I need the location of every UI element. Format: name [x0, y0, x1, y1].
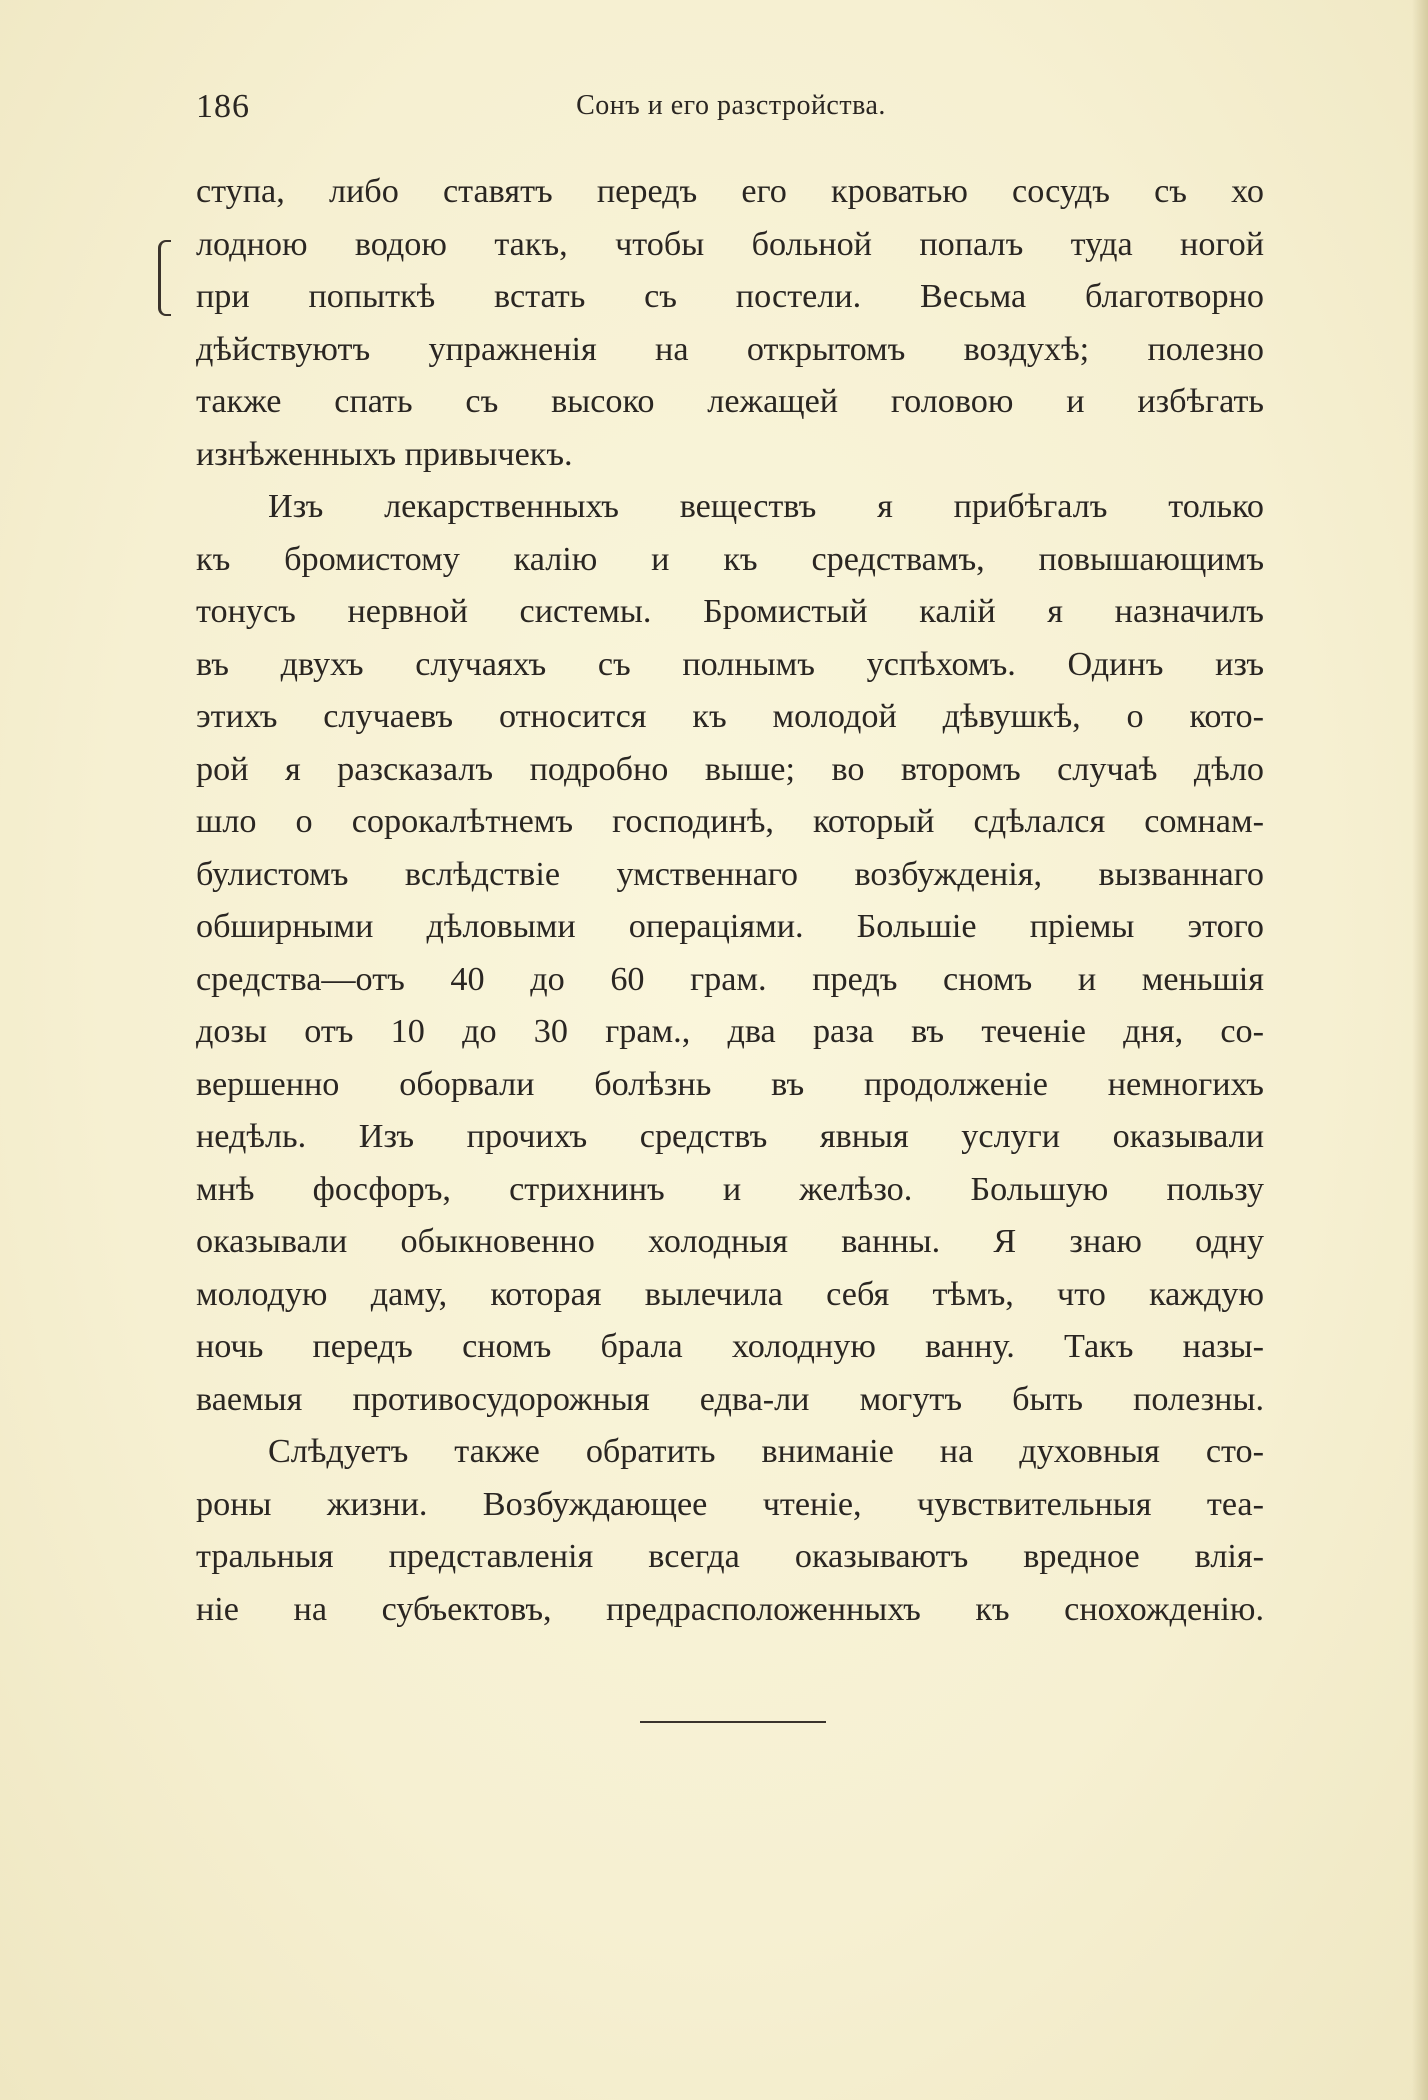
margin-bracket-mark [158, 240, 171, 316]
page-edge-shadow [1412, 0, 1428, 2100]
text-line: недѣль. Изъ прочихъ средствъ явныя услуги оказывали [196, 1118, 1264, 1155]
running-title: Сонъ и его разстройства. [576, 90, 886, 121]
paragraph-1 [196, 166, 1264, 481]
text-line: обширными дѣловыми операціями. Большіе пріемы этого [196, 908, 1264, 945]
text-line: ночь передъ сномъ брала холодную ванну. Такъ назы- [196, 1328, 1264, 1365]
text-line: ніе на субъектовъ, предрасположенныхъ къ снохожденію. [196, 1590, 1264, 1628]
text-line: булистомъ вслѣдствіе умственнаго возбужденія, вызваннаго [196, 855, 1264, 893]
text-line: рой я разсказалъ подробно выше; во второмъ случаѣ дѣло [196, 750, 1264, 788]
text-line: тральныя представленія всегда оказываютъ вредное влія- [196, 1538, 1264, 1575]
page-header [196, 88, 1266, 134]
paragraph-2 [196, 481, 1264, 1426]
text-line: дозы отъ 10 до 30 грам., два раза въ теченіе дня, со- [196, 1013, 1264, 1050]
text-line: лодною водою такъ, чтобы больной попалъ туда ногой [196, 225, 1264, 263]
body-text [196, 166, 1264, 1636]
text-line: шло о сорокалѣтнемъ господинѣ, который сдѣлался сомнам- [196, 803, 1264, 840]
text-line: оказывали обыкновенно холодныя ванны. Я знаю одну [196, 1223, 1264, 1260]
text-line: также спать съ высоко лежащей головою и избѣгать [196, 383, 1264, 420]
text-line: средства—отъ 40 до 60 грам. предъ сномъ и меньшія [196, 960, 1264, 998]
text-line: вершенно оборвали болѣзнь въ продолженіе немногихъ [196, 1065, 1264, 1103]
text-line: къ бромистому калію и къ средствамъ, повышающимъ [196, 540, 1264, 578]
text-line: дѣйствуютъ упражненія на открытомъ воздухѣ; полезно [196, 330, 1264, 368]
text-line: при попыткѣ встать съ постели. Весьма благотворно [196, 278, 1264, 315]
text-line: ступа, либо ставятъ передъ его кроватью сосудъ съ хо [196, 173, 1264, 210]
page-number: 186 [196, 88, 250, 125]
text-line: въ двухъ случаяхъ съ полнымъ успѣхомъ. Одинъ изъ [196, 645, 1264, 683]
paragraph-3 [196, 1426, 1264, 1636]
section-end-rule [640, 1721, 826, 1723]
text-line: молодую даму, которая вылечила себя тѣмъ, что каждую [196, 1275, 1264, 1313]
text-line: тонусъ нервной системы. Бромистый калій я назначилъ [196, 593, 1264, 630]
text-line: Слѣдуетъ также обратить вниманіе на духовныя сто- [268, 1433, 1264, 1470]
text-line: Изъ лекарственныхъ веществъ я прибѣгалъ только [268, 488, 1264, 525]
text-line: мнѣ фосфоръ, стрихнинъ и желѣзо. Большую пользу [196, 1170, 1264, 1208]
text-line: изнѣженныхъ привычекъ. [196, 435, 573, 473]
text-line: роны жизни. Возбуждающее чтеніе, чувствительныя теа- [196, 1485, 1264, 1523]
text-line: ваемыя противосудорожныя едва-ли могутъ быть полезны. [196, 1380, 1264, 1418]
text-line: этихъ случаевъ относится къ молодой дѣвушкѣ, о кото- [196, 698, 1264, 735]
